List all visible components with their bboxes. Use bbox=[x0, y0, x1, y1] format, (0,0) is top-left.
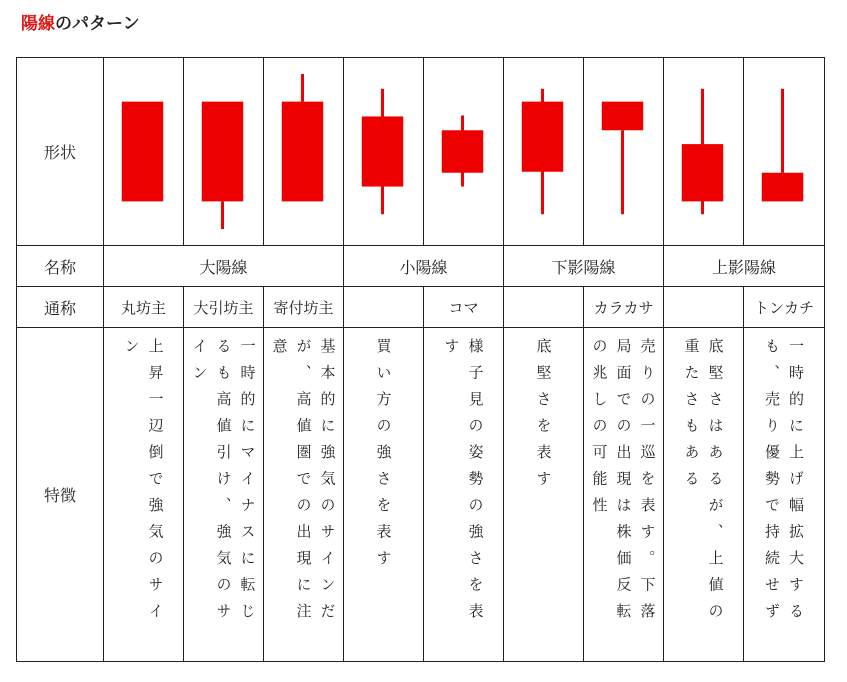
shape-cell-2 bbox=[184, 58, 264, 246]
candle-karakasa bbox=[584, 58, 663, 245]
common-name-cell: カラカサ bbox=[584, 287, 664, 328]
candlestick-pattern-table bbox=[16, 57, 825, 662]
common-name-cell bbox=[664, 287, 744, 328]
feature-text: 買い方の強さを表す bbox=[374, 338, 393, 577]
shape-cell-3 bbox=[264, 58, 344, 246]
name-dai-yosen: 大陽線 bbox=[104, 246, 344, 287]
feature-cell bbox=[664, 328, 744, 662]
feature-row bbox=[17, 328, 825, 662]
common-name-cell: 寄付坊主 bbox=[264, 287, 344, 328]
feature-row-label: 特徴 bbox=[17, 328, 104, 662]
name-lower-shadow: 下影陽線 bbox=[504, 246, 664, 287]
shape-cell-4 bbox=[344, 58, 424, 246]
feature-text: 上昇一辺倒で強気のサイン bbox=[122, 338, 165, 630]
feature-text: 売りの一巡を表す。下落局面での出現は株価反転の兆しの可能性 bbox=[590, 338, 657, 630]
shape-cell-6 bbox=[504, 58, 584, 246]
shape-cell-9 bbox=[744, 58, 825, 246]
shape-cell-1 bbox=[104, 58, 184, 246]
feature-cell bbox=[504, 328, 584, 662]
feature-text: 底堅さはあるが、上値の重たさもある bbox=[682, 338, 725, 630]
name-row bbox=[17, 246, 825, 287]
candle-tonkachi bbox=[744, 58, 824, 245]
common-name-cell: 丸坊主 bbox=[104, 287, 184, 328]
feature-cell bbox=[744, 328, 825, 662]
name-row-label: 名称 bbox=[17, 246, 104, 287]
candle-ohike-bozu bbox=[184, 58, 263, 245]
candle-upper-shadow-1 bbox=[664, 58, 743, 245]
feature-text: 一時的にマイナスに転じるも高値引け、強気のサイン bbox=[190, 338, 257, 630]
common-name-cell: 大引坊主 bbox=[184, 287, 264, 328]
common-name-cell bbox=[504, 287, 584, 328]
common-row-label: 通称 bbox=[17, 287, 104, 328]
common-name-cell: トンカチ bbox=[744, 287, 825, 328]
name-upper-shadow: 上影陽線 bbox=[664, 246, 825, 287]
shape-cell-8 bbox=[664, 58, 744, 246]
feature-cell bbox=[104, 328, 184, 662]
common-name-row bbox=[17, 287, 825, 328]
title-rest: のパターン bbox=[55, 14, 140, 34]
feature-text: 一時的に上げ幅拡大するも、売り優勢で持続せず bbox=[763, 338, 805, 630]
feature-cell bbox=[424, 328, 504, 662]
name-sho-yosen: 小陽線 bbox=[344, 246, 504, 287]
candle-koma bbox=[424, 58, 503, 245]
title-highlight: 陽線 bbox=[21, 14, 55, 34]
candle-yoritsuki-bozu bbox=[264, 58, 343, 245]
page-title bbox=[21, 11, 140, 37]
common-name-cell: コマ bbox=[424, 287, 504, 328]
candle-marubozu bbox=[104, 58, 183, 245]
shape-cell-5 bbox=[424, 58, 504, 246]
feature-text: 様子見の姿勢の強さを表す bbox=[442, 338, 485, 630]
feature-cell bbox=[184, 328, 264, 662]
shape-row bbox=[17, 58, 825, 246]
feature-text: 底堅さを表す bbox=[534, 338, 553, 497]
feature-text: 基本的に強気のサインだが、高値圏での出現に注意 bbox=[270, 338, 337, 630]
candle-lower-shadow-1 bbox=[504, 58, 583, 245]
candle-small-1 bbox=[344, 58, 423, 245]
shape-row-label: 形状 bbox=[17, 58, 104, 246]
feature-cell bbox=[584, 328, 664, 662]
feature-cell bbox=[264, 328, 344, 662]
feature-cell bbox=[344, 328, 424, 662]
shape-cell-7 bbox=[584, 58, 664, 246]
common-name-cell bbox=[344, 287, 424, 328]
